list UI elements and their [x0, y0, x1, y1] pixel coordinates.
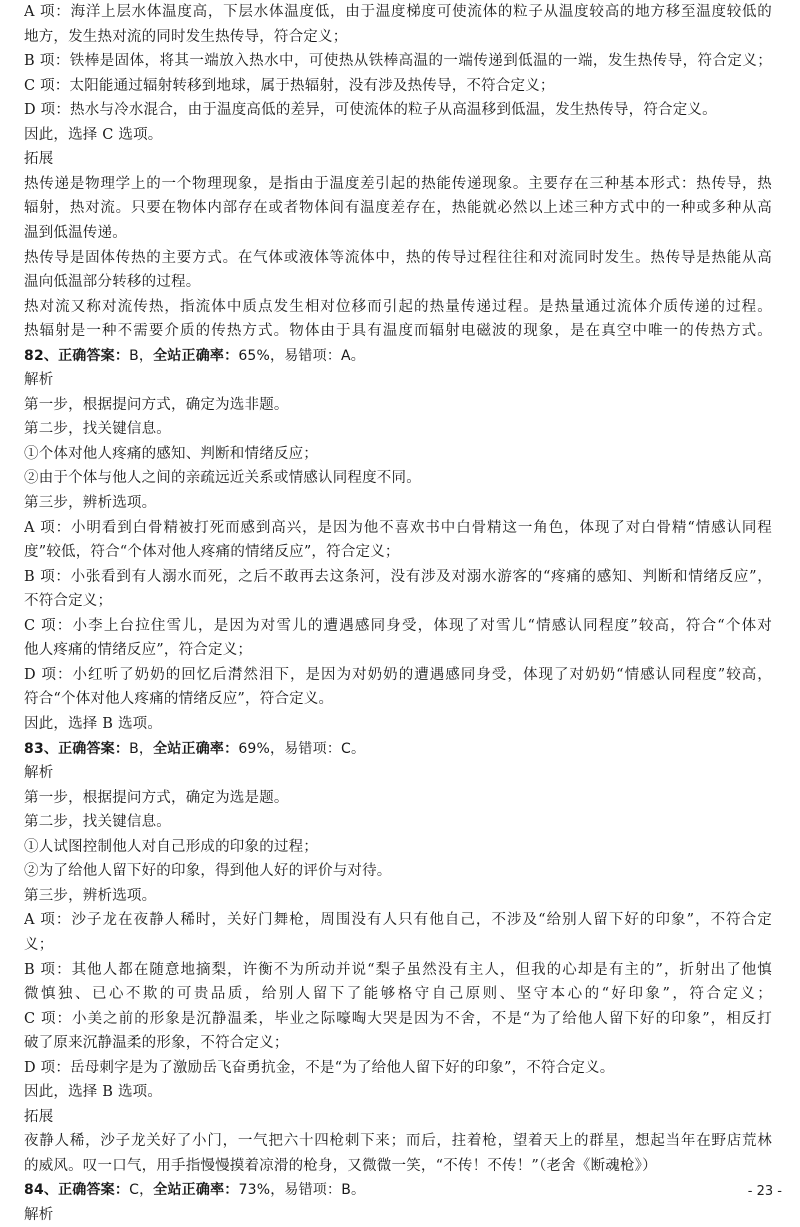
accuracy-label: 全站正确率： [153, 347, 239, 364]
text-line: 第二步，找关键信息。 [24, 814, 171, 831]
text-line: 第三步，辨析选项。 [24, 495, 157, 511]
text-line: ①人试图控制他人对自己形成的印象的过程； [24, 838, 318, 855]
text-line: 破了原来沉静温柔的形象，不符合定义； [24, 1035, 289, 1052]
text-line: D 项：热水与冷水混合，由于温度高低的差异，可使流体的粒子从高温移到低温，发生热传导，符合定义。 [24, 102, 717, 119]
text-line: 热传导是固体传热的主要方式。在气体或液体等流体中，热的传导过程往往和对流同时发生。热传导是热能从高 [24, 249, 772, 266]
text-line: B 项：其他人都在随意地摘梨，许衡不为所动并说“梨子虽然没有主人，但我的心却是有主的”，折射出了他慎 [24, 961, 772, 978]
page-number: - 23 - [747, 1184, 782, 1199]
text-line: 义； [24, 936, 54, 953]
text-line: ①个体对他人疼痛的感知、判断和情绪反应； [24, 445, 318, 462]
section-heading-extension: 拓展 [24, 151, 54, 168]
text-line: 夜静人稀，沙子龙关好了小门，一气把六十四枪刺下来；而后，拄着枪，望着天上的群星，想起当年在野店荒林 [24, 1133, 772, 1150]
text-line: 因此，选择 B 选项。 [24, 716, 163, 732]
question-number-label: 82、正确答案： [24, 347, 130, 364]
text-line: C 项：太阳能通过辐射转移到地球，属于热辐射，没有涉及热传导，不符合定义； [24, 77, 555, 94]
text-line: 温向低温部分转移的过程。 [24, 274, 201, 291]
text-line: 因此，选择 C 选项。 [24, 126, 163, 143]
section-heading-extension: 拓展 [24, 1108, 54, 1125]
text-line: ②由于个体与他人之间的亲疏远近关系或情感认同程度不同。 [24, 470, 421, 487]
text-line: 第一步，根据提问方式，确定为选非题。 [24, 396, 289, 413]
correct-answer: C， [129, 1182, 154, 1199]
section-heading-analysis: 解析 [24, 1207, 54, 1223]
text-line: 的威风。叹一口气，用手指慢慢摸着凉滑的枪身，又微微一笑，“不传！不传！”（老舍《断魂枪》） [24, 1157, 657, 1174]
accuracy-label: 全站正确率： [153, 1182, 239, 1199]
text-line: D 项：小红听了奶奶的回忆后潸然泪下，是因为对奶奶的遭遇感同身受，体现了对奶奶“情感认同程度”较高， [24, 666, 772, 683]
answer-header [24, 737, 772, 761]
answer-header [24, 1178, 772, 1202]
accuracy-label: 全站正确率： [153, 740, 239, 757]
text-line: 温到低温传递。 [24, 225, 127, 241]
text-line: 辐射，热对流。只要在物体内部存在或者物体间有温度差存在，热能就必然以上述三种方式中的一种或多种从高 [24, 200, 772, 217]
text-line: B 项：铁棒是固体，将其一端放入热水中，可使热从铁棒高温的一端传递到低温的一端，发生热传导，符合定义； [24, 53, 772, 70]
answer-header [24, 344, 772, 368]
accuracy-value: 69%，易错项：C。 [238, 740, 366, 757]
text-line: 热传递是物理学上的一个物理现象，是指由于温度差引起的热能传递现象。主要存在三种基本形式：热传导，热 [24, 175, 772, 192]
text-line: 微慎独、已心不欺的可贵品质，给别人留下了能够格守自己原则、坚守本心的“好印象”，符合定义； [24, 986, 772, 1002]
accuracy-value: 73%，易错项：B。 [238, 1182, 366, 1199]
text-line: A 项：沙子龙在夜静人稀时，关好门舞枪，周围没有人只有他自己，不涉及“给别人留下好的印象”，不符合定 [24, 912, 772, 929]
text-line: A 项：海洋上层水体温度高，下层水体温度低，由于温度梯度可使流体的粒子从温度较高的地方移至温度较低的 [24, 4, 772, 20]
text-line: 热辐射是一种不需要介质的传热方式。物体由于具有温度而辐射电磁波的现象，是在真空中唯一的传热方式。 [24, 323, 772, 340]
correct-answer: B， [129, 740, 154, 757]
text-line: 不符合定义； [24, 593, 113, 610]
accuracy-value: 65%，易错项：A。 [238, 347, 366, 364]
text-line: C 项：小李上台拉住雪儿，是因为对雪儿的遭遇感同身受，体现了对雪儿“情感认同程度”较高，符合“个体对 [24, 617, 772, 634]
text-line: 热对流又称对流传热，指流体中质点发生相对位移而引起的热量传递过程。是热量通过流体介质传递的过程。 [24, 298, 772, 315]
text-line: D 项：岳母刺字是为了激励岳飞奋勇抗金，不是“为了给他人留下好的印象”，不符合定义。 [24, 1059, 615, 1076]
text-line: ②为了给他人留下好的印象，得到他人好的评价与对待。 [24, 863, 392, 880]
text-line: C 项：小美之前的形象是沉静温柔，毕业之际嚎啕大哭是因为不舍，不是“为了给他人留下好的印象”，相反打 [24, 1010, 772, 1027]
text-line: 因此，选择 B 选项。 [24, 1084, 163, 1101]
text-line: A 项：小明看到白骨精被打死而感到高兴，是因为他不喜欢书中白骨精这一角色，体现了对白骨精“情感认同程 [24, 519, 772, 536]
text-line: 第三步，辨析选项。 [24, 887, 157, 904]
question-number-label: 83、正确答案： [24, 740, 130, 757]
text-line: B 项：小张看到有人溺水而死，之后不敢再去这条河，没有涉及对溺水游客的“疼痛的感知、判断和情绪反应”， [24, 568, 772, 585]
text-line: 地方，发生热对流的同时发生热传导，符合定义； [24, 28, 348, 45]
text-line: 他人疼痛的情绪反应”，符合定义； [24, 642, 253, 659]
text-line: 度”较低，符合“个体对他人疼痛的情绪反应”，符合定义； [24, 544, 400, 561]
text-line: 第二步，找关键信息。 [24, 421, 171, 438]
section-heading-analysis: 解析 [24, 765, 54, 782]
text-line: 符合“个体对他人疼痛的情绪反应”，符合定义。 [24, 691, 334, 708]
text-line: 第一步，根据提问方式，确定为选是题。 [24, 789, 289, 806]
section-heading-analysis: 解析 [24, 372, 54, 389]
correct-answer: B， [129, 347, 154, 364]
question-number-label: 84、正确答案： [24, 1182, 130, 1199]
